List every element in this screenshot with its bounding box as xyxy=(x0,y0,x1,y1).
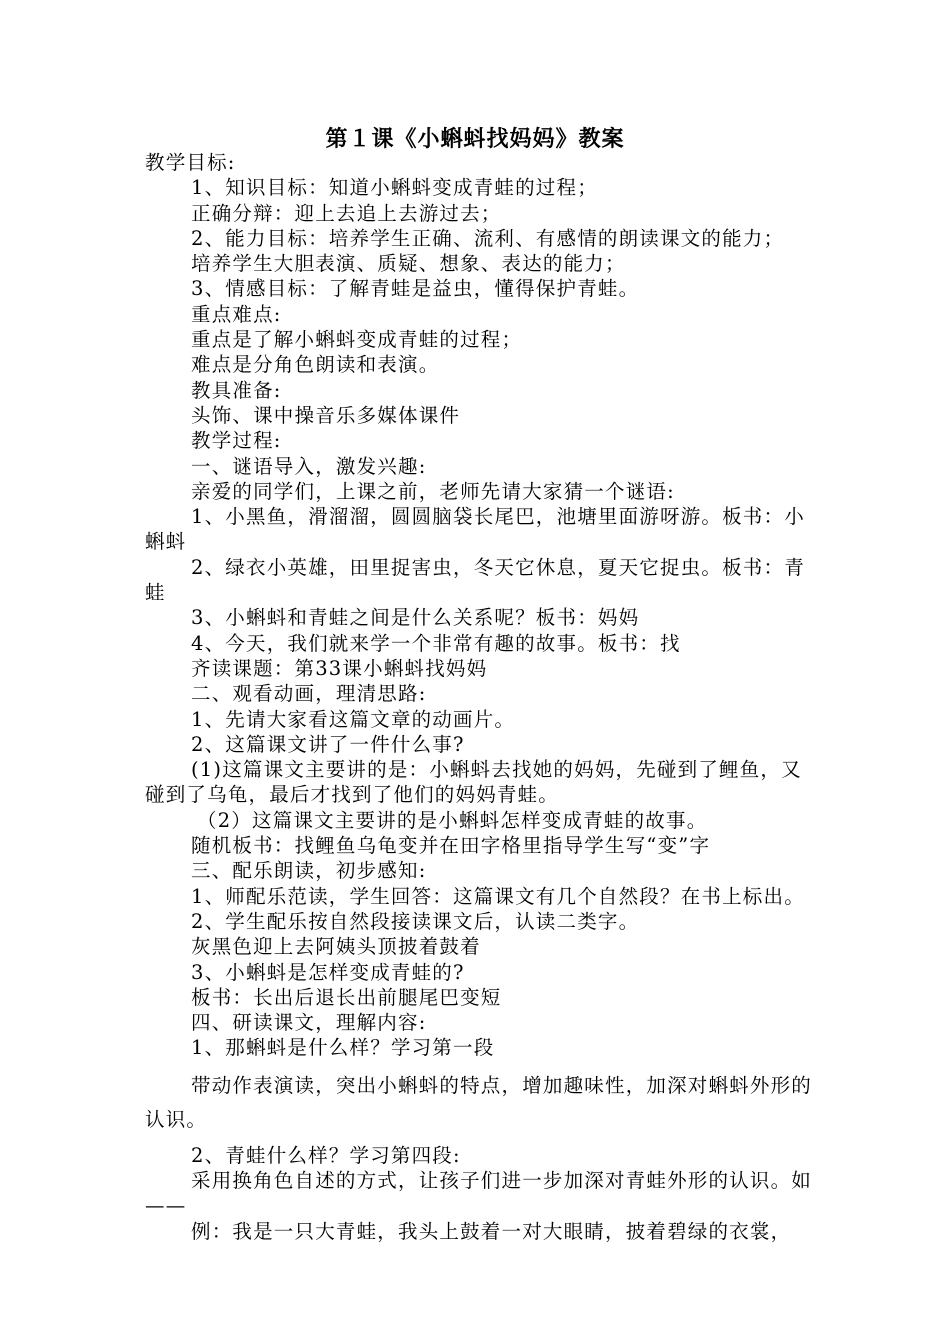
paragraph: 2、能力目标：培养学生正确、流利、有感情的朗读课文的能力； xyxy=(191,226,785,250)
section-heading: 重点难点: xyxy=(191,302,282,326)
paragraph: 1、知识目标：知道小蝌蚪变成青蛙的过程； xyxy=(191,176,598,200)
paragraph: 4、今天，我们就来学一个非常有趣的故事。板书：找 xyxy=(191,631,681,655)
page-title: 第１课《小蝌蚪找妈妈》教案 xyxy=(325,126,625,152)
section-heading: 四、研读课文，理解内容: xyxy=(191,1011,427,1035)
riddle-paragraph: 2、绿衣小英雄，田里捉害虫，冬天它休息，夏天它捉虫。板书：青蛙 xyxy=(145,555,805,605)
paragraph: 3、小蝌蚪和青蛙之间是什么关系呢？板书：妈妈 xyxy=(191,606,640,630)
paragraph: 1、师配乐范读，学生回答：这篇课文有几个自然段？在书上标出。 xyxy=(191,884,805,908)
riddle-paragraph: 1、小黑鱼，滑溜溜，圆圆脑袋长尾巴，池塘里面游呀游。板书：小蝌蚪 xyxy=(145,505,805,554)
paragraph: 头饰、课中操音乐多媒体课件 xyxy=(191,403,461,427)
paragraph: 带动作表演读，突出小蝌蚪的特点，增加趣味性，加深对蝌蚪外形的认识。 xyxy=(145,1073,813,1131)
lesson-plan-body xyxy=(145,150,813,1244)
paragraph: 板书：长出后退长出前腿尾巴变短 xyxy=(191,985,502,1009)
section-heading: 一、谜语导入，激发兴趣: xyxy=(191,454,427,478)
paragraph: （2）这篇课文主要讲的是小蝌蚪怎样变成青蛙的故事。 xyxy=(197,808,708,832)
section-heading: 教学过程: xyxy=(191,429,282,453)
paragraph: 1、先请大家看这篇文章的动画片。 xyxy=(191,707,516,731)
paragraph: 培养学生大胆表演、质疑、想象、表达的能力； xyxy=(191,252,626,276)
paragraph: 重点是了解小蝌蚪变成青蛙的过程； xyxy=(191,328,523,352)
paragraph: 3、情感目标：了解青蛙是益虫，懂得保护青蛙。 xyxy=(191,277,640,301)
paragraph: 随机板书：找鲤鱼乌龟变并在田字格里指导学生写“变”字 xyxy=(191,834,711,858)
paragraph: 难点是分角色朗读和表演。 xyxy=(191,353,440,377)
paragraph: 2、学生配乐按自然段接读课文后，认读二类字。 xyxy=(191,909,640,933)
paragraph: (1)这篇课文主要讲的是：小蝌蚪去找她的妈妈，先碰到了鲤鱼，又碰到了乌龟，最后才找到了他们的妈妈青蛙。 xyxy=(145,758,802,807)
section-heading: 二、观看动画，理清思路: xyxy=(191,682,427,706)
paragraph: 正确分辩：迎上去追上去游过去； xyxy=(191,201,502,225)
paragraph: 3、小蝌蚪是怎样变成青蛙的? xyxy=(191,960,465,984)
section-heading: 教学目标: xyxy=(145,151,236,174)
section-heading: 三、配乐朗读，初步感知: xyxy=(191,859,427,883)
paragraph: 采用换角色自述的方式，让孩子们进一步加深对青蛙外形的认识。如—— xyxy=(145,1168,813,1218)
paragraph: 2、这篇课文讲了一件什么事? xyxy=(191,732,465,756)
paragraph: 2、青蛙什么样？学习第四段: xyxy=(191,1143,461,1167)
paragraph: 例：我是一只大青蛙，我头上鼓着一对大眼睛，披着碧绿的衣裳， xyxy=(191,1219,792,1243)
section-heading: 教具准备: xyxy=(191,378,282,402)
paragraph: 1、那蝌蚪是什么样？学习第一段 xyxy=(191,1036,495,1060)
paragraph: 亲爱的同学们，上课之前，老师先请大家猜一个谜语: xyxy=(191,479,675,503)
paragraph: 灰黑色迎上去阿姨头顶披着鼓着 xyxy=(191,935,481,959)
paragraph: 齐读课题：第33课小蝌蚪找妈妈 xyxy=(191,656,488,680)
